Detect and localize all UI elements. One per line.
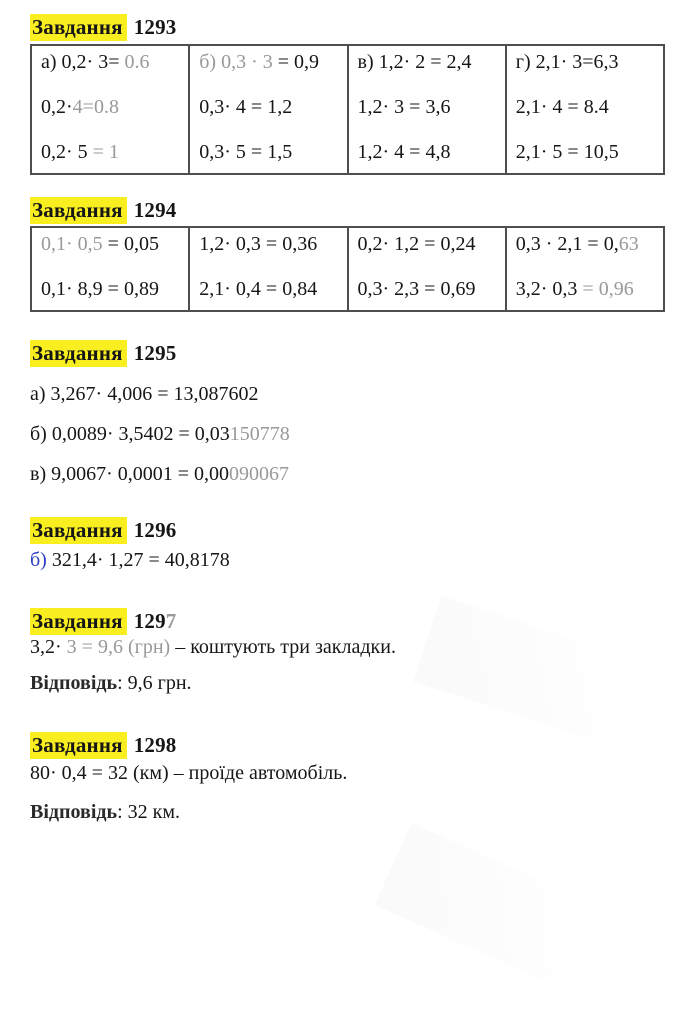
text-segment: 7 [165,609,177,633]
equation-line [199,233,342,255]
text-segment: 1296 [133,518,177,542]
section-task-1293 [30,15,665,175]
text-segment: 9,6 (грн) [97,636,171,658]
table-cell [506,45,664,174]
text-segment: в) 1,2· 2 = 2,4 [357,51,472,73]
text-segment: = 0,9 [277,51,320,73]
text-segment: 1293 [133,15,177,39]
text-segment: а) 0,2· 3= [41,51,125,73]
text-segment: а) 3,267· 4,006 = 13,087602 [30,383,259,405]
equation-line [30,549,665,571]
text-segment: 3,2· [30,636,67,658]
section-task-1298 [30,733,665,823]
table-cell [31,227,189,311]
text-segment: 0,2· 1,2 = 0,24 [357,233,476,255]
text-segment: 0,1· 0,5 [41,233,108,255]
equation-line [358,96,501,118]
text-segment: 1298 [133,733,177,757]
text-segment: 0,3· 4 = 1,2 [199,96,293,118]
text-segment: 80· 0,4 = 32 (км) – проїде автомобіль. [30,762,348,784]
equation-line [516,233,659,255]
table-cell [348,45,506,174]
text-segment: 2,1· 4 = 8.4 [515,96,609,118]
text-segment: б) 0,0089· 3,5402 = 0,03 [30,423,230,445]
text-segment: Відповідь [30,801,118,823]
text-segment: 63 [618,233,639,255]
equation-line [516,278,659,300]
text-segment: = 0,96 [582,278,634,300]
text-segment: 3,2· 0,3 [515,278,583,300]
task-label-highlight: Завдання [30,197,127,224]
text-segment: 0,3· 5 = 1,5 [199,141,293,163]
scan-smudge [375,823,686,1027]
section-heading [30,518,665,542]
task-number [134,341,177,365]
table-cell [506,227,664,311]
equation-line [516,141,659,163]
task-number [134,518,177,542]
text-segment: 1,2· 3 = 3,6 [357,96,451,118]
task-table-1293 [30,44,665,175]
equation-line [358,51,501,73]
answer-line [30,801,665,823]
section-heading [30,733,665,757]
section-task-1294 [30,198,665,312]
section-heading [30,15,665,39]
text-segment: : 9,6 грн. [117,672,192,694]
task-number [134,609,177,633]
text-segment: 090067 [229,463,290,485]
text-segment: 0,3· 2,3 = 0,69 [357,278,476,300]
text-segment: 129 [133,609,166,633]
equation-line [199,51,342,73]
equation-line [358,278,501,300]
task-label-highlight: Завдання [30,732,127,759]
task-number [134,198,177,222]
task-table-1294 [30,226,665,312]
equation-line [41,278,184,300]
table-cell [189,227,347,311]
text-segment: 1295 [133,341,177,365]
text-segment: 150778 [229,423,290,445]
equation-line [30,636,665,658]
text-segment: 1294 [133,198,177,222]
text-segment: 0,3 · 2,1 = 0, [515,233,619,255]
table-cell [31,45,189,174]
text-segment: 4=0.8 [72,96,119,118]
text-segment: 1,2· 0,3 = 0,36 [199,233,318,255]
text-segment: = 1 [92,141,119,163]
equation-line [30,762,665,784]
text-segment: б) [30,549,47,571]
text-segment: 2,1· 5 = 10,5 [515,141,619,163]
text-segment: 0,2· 5 [41,141,93,163]
answer-line [30,672,665,694]
task-label-highlight: Завдання [30,608,127,635]
text-segment: 0,2· [41,96,73,118]
section-task-1297 [30,609,665,694]
equation-line [41,96,184,118]
equation-line [41,141,184,163]
equation-line [358,141,501,163]
section-heading [30,609,665,633]
text-segment: 2,1· 0,4 = 0,84 [199,278,318,300]
equation-line [41,233,184,255]
section-task-1295 [30,341,665,485]
equation-line [199,96,342,118]
table-cell [348,227,506,311]
text-segment: : 32 км. [117,801,181,823]
table-cell [189,45,347,174]
equation-line [30,423,665,445]
text-segment: = 0,05 [107,233,159,255]
text-segment: в) 9,0067· 0,0001 = 0,00 [30,463,230,485]
text-segment: 0,1· 8,9 = 0,89 [41,278,159,300]
text-segment: б) 0,3 · 3 [199,51,278,73]
equation-line [199,278,342,300]
equation-line [358,233,501,255]
text-segment: г) 2,1· 3=6,3 [515,51,619,73]
equation-line [30,463,665,485]
equation-line [30,383,665,405]
task-number [134,15,177,39]
equation-line [516,96,659,118]
task-label-highlight: Завдання [30,517,127,544]
task-label-highlight: Завдання [30,340,127,367]
equation-line [516,51,659,73]
section-heading [30,198,665,222]
text-segment: Відповідь [30,672,118,694]
section-heading [30,341,665,365]
equation-line [41,51,184,73]
text-segment: 1,2· 4 = 4,8 [357,141,451,163]
text-segment: – коштують три закладки. [170,636,396,658]
equation-line [199,141,342,163]
task-number [134,733,177,757]
text-segment: 0.6 [124,51,150,73]
section-task-1296 [30,518,665,571]
task-label-highlight: Завдання [30,14,127,41]
text-segment: 321,4· 1,27 = 40,8178 [46,549,230,571]
text-segment: 3 = [66,636,98,658]
